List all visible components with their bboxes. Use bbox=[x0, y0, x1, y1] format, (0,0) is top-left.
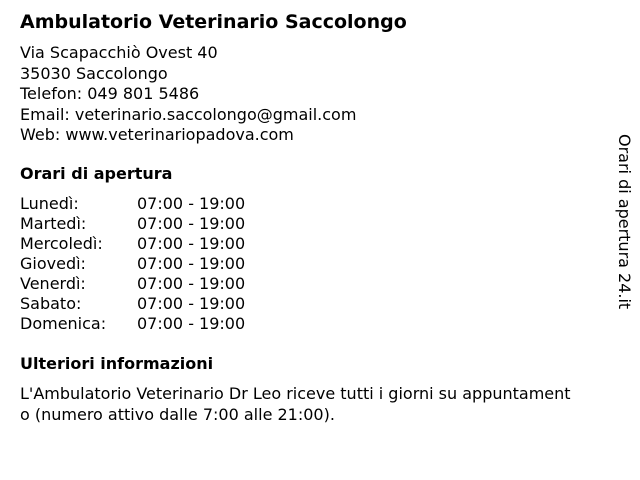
day-label: Giovedì: bbox=[20, 254, 86, 273]
business-contact-block bbox=[20, 43, 356, 146]
address-city: 35030 Saccolongo bbox=[20, 63, 168, 83]
day-hours: 07:00 - 19:00 bbox=[137, 274, 246, 293]
phone-number: Telefon: 049 801 5486 bbox=[20, 84, 200, 103]
day-label: Lunedì: bbox=[20, 194, 79, 213]
day-label: Mercoledì: bbox=[20, 234, 103, 253]
site-watermark: Orari di apertura 24.it bbox=[615, 134, 634, 310]
day-label: Sabato: bbox=[20, 294, 82, 313]
day-hours: 07:00 - 19:00 bbox=[137, 194, 246, 213]
day-label: Domenica: bbox=[20, 314, 107, 333]
email-address: Email: veterinario.saccolongo@gmail.com bbox=[20, 104, 357, 124]
day-label: Venerdì: bbox=[20, 274, 86, 293]
day-hours: 07:00 - 19:00 bbox=[137, 254, 246, 273]
day-hours: 07:00 - 19:00 bbox=[137, 314, 246, 333]
address-street: Via Scapacchiò Ovest 40 bbox=[20, 43, 218, 62]
opening-hours-heading: Orari di apertura bbox=[20, 164, 173, 183]
day-hours: 07:00 - 19:00 bbox=[137, 234, 246, 253]
additional-info-heading: Ulteriori informazioni bbox=[20, 354, 214, 373]
day-hours: 07:00 - 19:00 bbox=[137, 214, 246, 233]
additional-info-text: L'Ambulatorio Veterinario Dr Leo riceve tutti i giorni su appuntamento (numero attivo dalle 7:00 alle 21:00). bbox=[20, 384, 571, 424]
business-name: Ambulatorio Veterinario Saccolongo bbox=[20, 11, 407, 33]
day-label: Martedì: bbox=[20, 214, 87, 233]
website-address: Web: www.veterinariopadova.com bbox=[20, 125, 294, 144]
day-hours: 07:00 - 19:00 bbox=[137, 294, 246, 313]
